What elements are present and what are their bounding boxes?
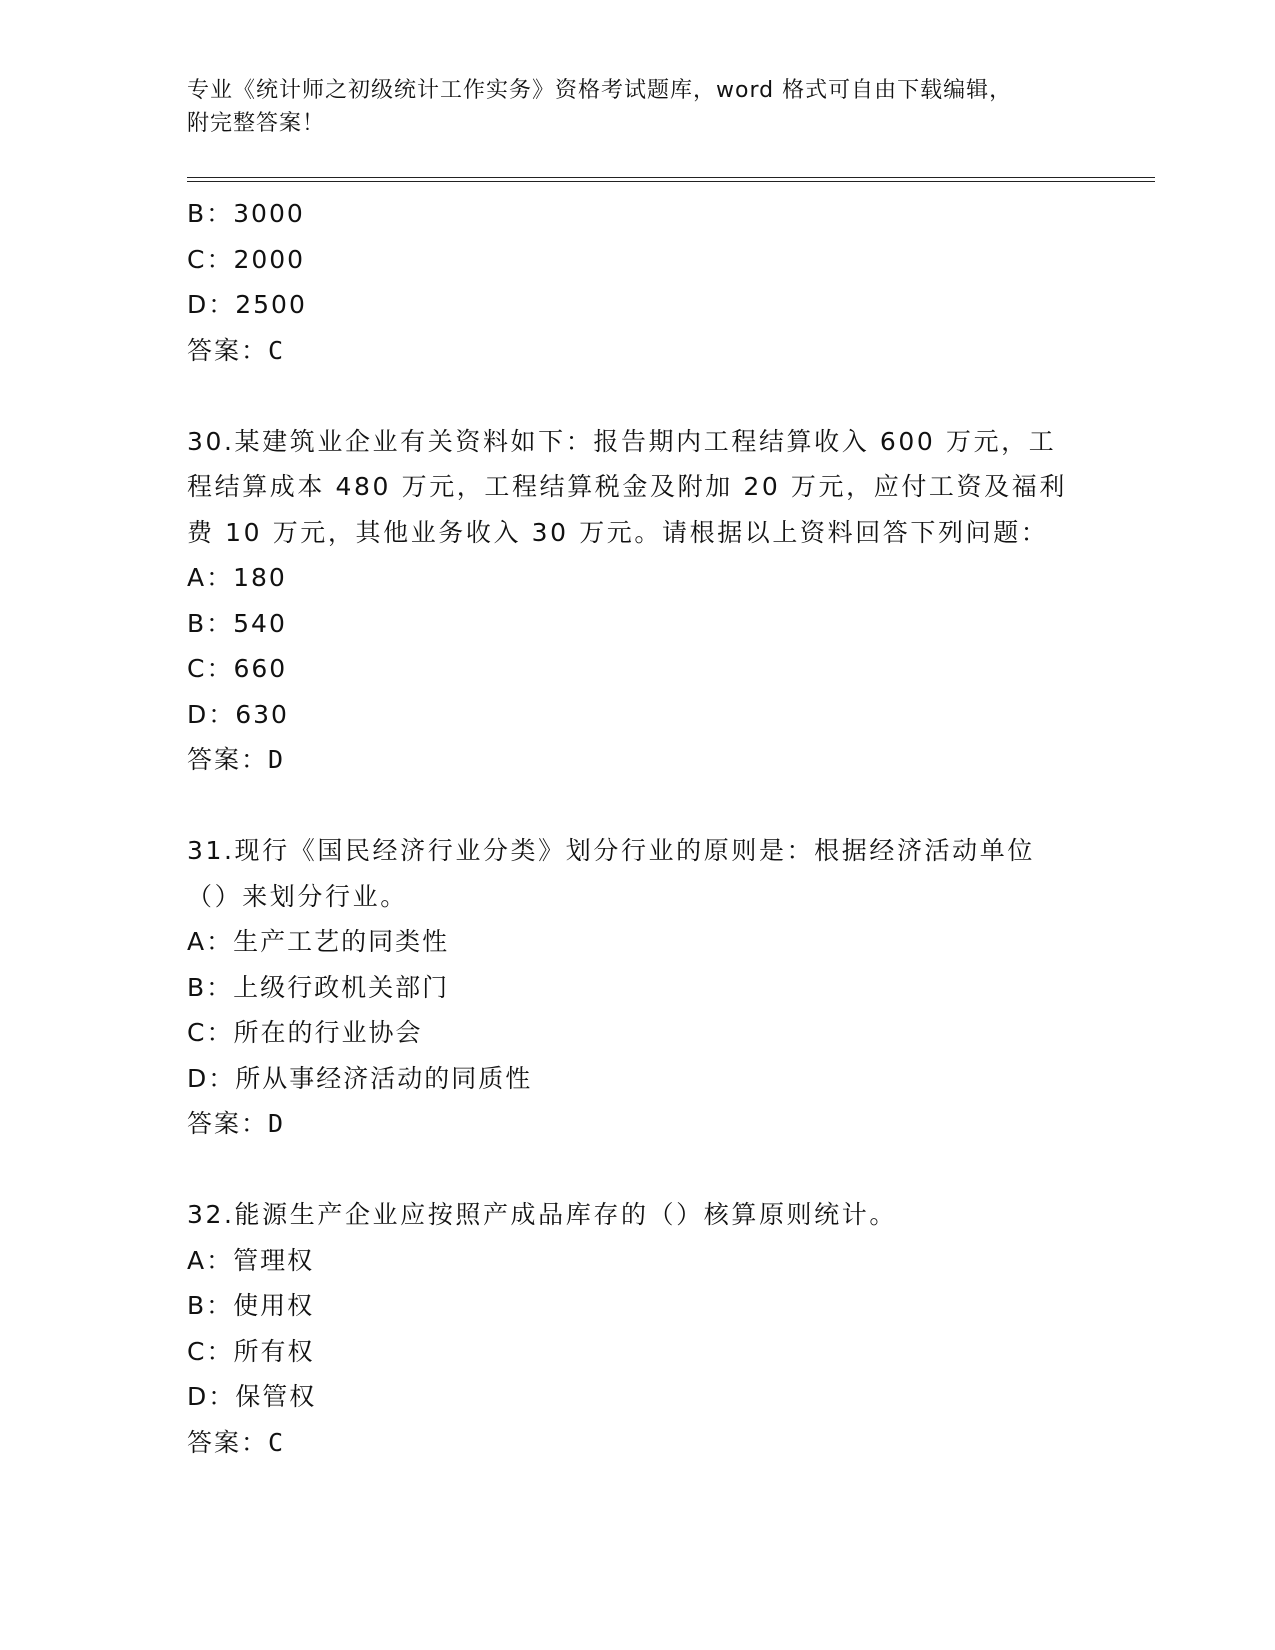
- answer-line: [187, 1420, 1087, 1466]
- option-b: B：使用权: [187, 1291, 315, 1320]
- spacer: [187, 783, 1087, 829]
- option-a: A：管理权: [187, 1245, 315, 1275]
- question-text-line: 32.能源生产企业应按照产成品库存的（）核算原则统计。: [187, 1200, 897, 1229]
- answer-value: D: [268, 745, 286, 774]
- answer-label: 答案：: [187, 1109, 269, 1138]
- question-32: [187, 1192, 1087, 1465]
- question-text: [187, 1192, 1087, 1238]
- question-text-line: 30.某建筑业企业有关资料如下：报告期内工程结算收入 600 万元，工: [187, 426, 1057, 456]
- header-divider-bottom: [187, 181, 1155, 182]
- question-31: [187, 828, 1087, 1147]
- question-text-line: 31.现行《国民经济行业分类》划分行业的原则是：根据经济活动单位: [187, 836, 1035, 865]
- header-line-2: 附完整答案！: [187, 111, 326, 136]
- question-30: [187, 419, 1087, 783]
- option-d: D：630: [187, 699, 289, 729]
- option-c: C：660: [187, 654, 288, 683]
- question-text: [187, 828, 1087, 919]
- header-divider-top: [187, 177, 1155, 178]
- question-text-line: （）来划分行业。: [187, 881, 408, 911]
- answer-value: D: [268, 1109, 286, 1138]
- question-text: [187, 419, 1087, 556]
- option-b: B：上级行政机关部门: [187, 972, 450, 1002]
- question-29-tail: [187, 191, 1087, 373]
- option-a: A：生产工艺的同类性: [187, 927, 450, 956]
- option-d: D：2500: [187, 290, 307, 319]
- option-c: C：所有权: [187, 1336, 315, 1366]
- option-c: C：2000: [187, 244, 306, 274]
- option-a: A：180: [187, 563, 287, 592]
- option-b: B：3000: [187, 199, 305, 228]
- option-c: C：所在的行业协会: [187, 1018, 423, 1047]
- header-line-1: 专业《统计师之初级统计工作实务》资格考试题库，word 格式可自由下载编辑，: [187, 78, 1013, 103]
- question-text-line: 程结算成本 480 万元，工程结算税金及附加 20 万元，应付工资及福利: [187, 472, 1067, 501]
- answer-line: [187, 1101, 1087, 1147]
- answer-label: 答案：: [187, 1427, 269, 1457]
- answer-line: [187, 737, 1087, 783]
- answer-label: 答案：: [187, 335, 269, 365]
- question-text-line: 费 10 万元，其他业务收入 30 万元。请根据以上资料回答下列问题：: [187, 517, 1049, 547]
- answer-line: [187, 328, 1087, 374]
- option-b: B：540: [187, 608, 287, 638]
- question-list: [187, 191, 1087, 1465]
- page-header: [187, 74, 1087, 140]
- answer-value: C: [268, 335, 286, 365]
- answer-label: 答案：: [187, 745, 269, 774]
- answer-value: C: [268, 1427, 286, 1457]
- option-d: D：保管权: [187, 1382, 317, 1411]
- spacer: [187, 1147, 1087, 1193]
- spacer: [187, 373, 1087, 419]
- option-d: D：所从事经济活动的同质性: [187, 1063, 533, 1093]
